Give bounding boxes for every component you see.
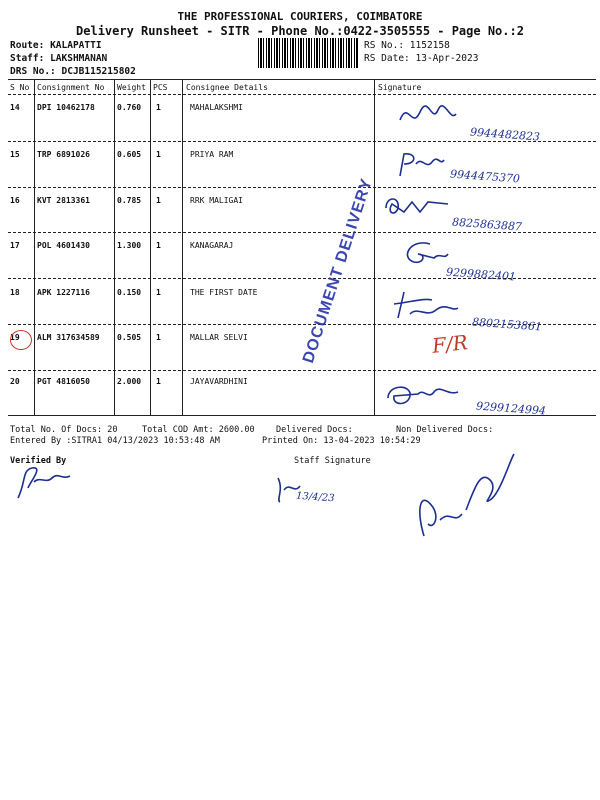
delivered-docs: Delivered Docs:: [276, 425, 353, 435]
row-19-weight: 0.505: [117, 333, 142, 342]
row-19-fr-mark: F/R: [430, 330, 469, 358]
row-14-consignee: MAHALAKSHMI: [190, 103, 243, 112]
row-15-pcs: 1: [156, 150, 161, 159]
rs-date-value: 13-Apr-2023: [415, 53, 479, 64]
row-17-weight: 1.300: [117, 241, 142, 250]
row-18-pcs: 1: [156, 288, 161, 297]
row-19-consignment: ALM 317634589: [37, 333, 100, 342]
row-20-consignee: JAYAVARDHINI: [190, 377, 248, 386]
staff-signature-date: 13/4/23: [295, 490, 335, 505]
route-label: Route:: [10, 40, 45, 51]
drs-line: [10, 66, 136, 77]
staff-value: LAKSHMANAN: [50, 53, 108, 64]
rs-no-label: RS No.:: [364, 40, 405, 51]
signature-row-17: [400, 238, 450, 268]
row-18-consignment: APK 1227116: [37, 288, 90, 297]
row-16-weight: 0.785: [117, 196, 142, 205]
row-14-phone: 9944482823: [469, 125, 541, 144]
row-17-phone: 9299882401: [445, 265, 517, 284]
verifier-signature: [14, 462, 74, 502]
row-14-weight: 0.760: [117, 103, 142, 112]
staff-line: [10, 53, 107, 64]
row-16-sno: 16: [10, 196, 20, 205]
row-rule: [8, 370, 596, 371]
row-14-sno: 14: [10, 103, 20, 112]
row-14-consignment: DPI 10462178: [37, 103, 95, 112]
row-15-phone: 9944475370: [449, 167, 521, 186]
signature-row-18: [392, 288, 462, 322]
row-16-pcs: 1: [156, 196, 161, 205]
signature-row-14: [398, 100, 458, 130]
receiver-signature: [410, 450, 520, 540]
entered-by: Entered By :SITRA1 04/13/2023 10:53:48 AM: [10, 436, 220, 446]
col-header-signature: Signature: [378, 83, 422, 92]
non-delivered-docs: Non Delivered Docs:: [396, 425, 494, 435]
row-18-consignee: THE FIRST DATE: [190, 288, 258, 297]
header-rule: [8, 94, 596, 95]
col-header-consignment: Consignment No: [37, 83, 105, 92]
row-20-consignment: PGT 4816050: [37, 377, 90, 386]
total-docs: Total No. Of Docs: 20: [10, 425, 118, 435]
row-18-weight: 0.150: [117, 288, 142, 297]
row-20-weight: 2.000: [117, 377, 142, 386]
row-18-sno: 18: [10, 288, 20, 297]
rs-no-value: 1152158: [409, 40, 450, 51]
total-cod: Total COD Amt: 2600.00: [142, 425, 255, 435]
staff-label: Staff:: [10, 53, 45, 64]
col-header-pcs: PCS: [153, 83, 168, 92]
row-19-pcs: 1: [156, 333, 161, 342]
row-17-consignee: KANAGARAJ: [190, 241, 234, 250]
row-16-consignment: KVT 2813361: [37, 196, 90, 205]
row-15-sno: 15: [10, 150, 20, 159]
row-17-sno: 17: [10, 241, 20, 250]
row-19-consignee: MALLAR SELVI: [190, 333, 248, 342]
route-value: KALAPATTI: [50, 40, 102, 51]
row-15-weight: 0.605: [117, 150, 142, 159]
rs-date-line: [364, 53, 478, 64]
rs-no-line: [364, 40, 450, 51]
row-20-sno: 20: [10, 377, 20, 386]
signature-row-15: [396, 150, 446, 180]
signature-row-20: [384, 380, 464, 410]
printed-on: Printed On: 13-04-2023 10:54:29: [262, 436, 421, 446]
row-16-phone: 8825863887: [451, 215, 523, 234]
row-20-pcs: 1: [156, 377, 161, 386]
company-title: THE PROFESSIONAL COURIERS, COIMBATORE: [177, 10, 423, 23]
row-19-sno: 19: [10, 333, 20, 342]
row-15-consignment: TRP 6891026: [37, 150, 90, 159]
row-18-phone: 8802153861: [471, 315, 543, 334]
row-19-red-circle: [10, 330, 32, 350]
drs-label: DRS No.:: [10, 66, 56, 77]
staff-signature-label: Staff Signature: [294, 456, 371, 466]
col-divider: [150, 80, 151, 416]
table-top-rule: [8, 79, 596, 80]
col-header-consignee: Consignee Details: [186, 83, 268, 92]
document-delivery-stamp: DOCUMENT DELIVERY: [300, 176, 376, 366]
row-16-consignee: RRK MALIGAI: [190, 196, 243, 205]
row-15-consignee: PRIYA RAM: [190, 150, 234, 159]
col-header-weight: Weight: [117, 83, 146, 92]
drs-value: DCJB115215802: [61, 66, 136, 77]
row-17-consignment: POL 4601430: [37, 241, 90, 250]
row-14-pcs: 1: [156, 103, 161, 112]
route-line: [10, 40, 102, 51]
col-header-sno: S No: [10, 83, 30, 92]
col-divider: [34, 80, 35, 416]
table-bottom-rule: [8, 415, 596, 416]
row-rule: [8, 187, 596, 188]
runsheet-subtitle: Delivery Runsheet - SITR - Phone No.:0422-3505555 - Page No.:2: [76, 24, 524, 38]
rs-date-label: RS Date:: [364, 53, 410, 64]
verified-by-label: Verified By: [10, 456, 67, 466]
col-divider: [182, 80, 183, 416]
barcode: [258, 38, 358, 68]
col-divider: [114, 80, 115, 416]
row-17-pcs: 1: [156, 241, 161, 250]
row-20-phone: 9299124994: [475, 399, 547, 418]
col-divider: [374, 80, 375, 416]
signature-row-16: [382, 194, 452, 218]
